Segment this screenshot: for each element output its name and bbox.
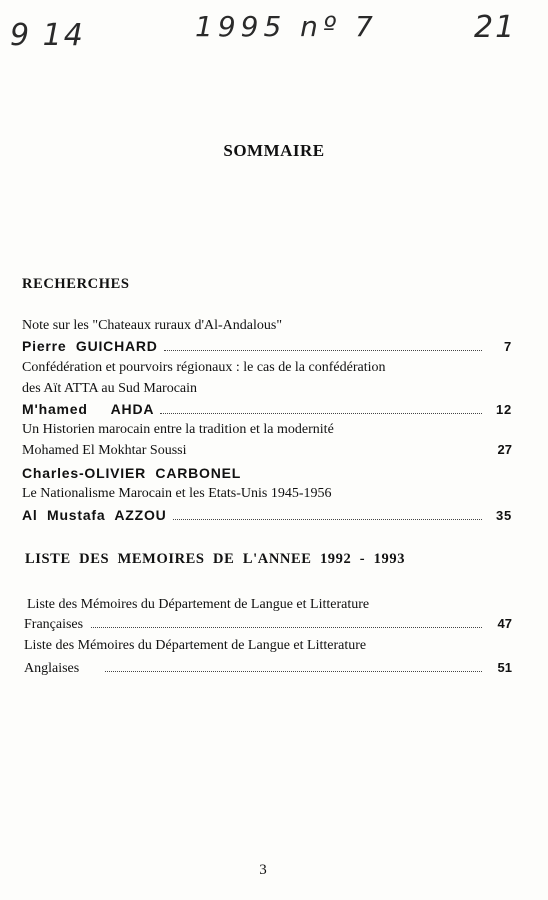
dot-leader xyxy=(195,453,483,454)
page-number: 7 xyxy=(503,339,512,354)
page-title: SOMMAIRE xyxy=(223,141,325,160)
entry-title: Anglaises xyxy=(24,661,80,676)
page-number: 47 xyxy=(497,616,512,631)
toc-entry[interactable] xyxy=(24,660,512,677)
page-number: 27 xyxy=(497,442,512,457)
toc-entry-author[interactable] xyxy=(22,442,512,459)
handwritten-shelf-mark: 9 14 xyxy=(10,18,85,53)
author-name: Al Mustafa AZZOU xyxy=(22,507,167,523)
entry-title: des Aït ATTA au Sud Marocain xyxy=(22,381,198,396)
dot-leader xyxy=(91,626,482,628)
toc-entry-author[interactable] xyxy=(22,401,512,417)
author-name: M'hamed AHDA xyxy=(22,401,155,417)
entry-title: Confédération et pourvoirs régionaux : le cas de la confédération xyxy=(22,360,386,375)
page-folio: 3 xyxy=(259,862,267,878)
page-number: 12 xyxy=(495,402,512,417)
toc-entry-author[interactable] xyxy=(22,465,512,481)
dot-leader xyxy=(105,670,482,672)
handwritten-number: 21 xyxy=(474,10,517,45)
toc-entry-author[interactable] xyxy=(22,338,512,354)
dot-leader xyxy=(173,518,482,520)
section-heading-recherches: RECHERCHES xyxy=(22,276,130,292)
dot-leader xyxy=(160,412,482,414)
author-name: Mohamed El Mokhtar Soussi xyxy=(22,443,187,458)
page-number: 35 xyxy=(495,508,512,523)
entry-title: Liste des Mémoires du Département de Langue et Litterature xyxy=(24,638,367,653)
author-name: Pierre GUICHARD xyxy=(22,338,158,354)
dot-leader xyxy=(164,349,482,351)
entry-title: Françaises xyxy=(24,617,84,632)
entry-title: Note sur les "Chateaux ruraux d'Al-Andalous" xyxy=(22,318,283,333)
entry-title: Liste des Mémoires du Département de Langue et Litterature xyxy=(27,597,370,612)
handwritten-issue-note: 1995 nº 7 xyxy=(195,10,378,43)
entry-title: Le Nationalisme Marocain et les Etats-Unis 1945-1956 xyxy=(22,486,332,501)
toc-entry-author[interactable] xyxy=(22,507,512,523)
entry-title: Un Historien marocain entre la tradition et la modernité xyxy=(22,422,334,437)
page-number: 51 xyxy=(497,660,512,675)
author-name: Charles-OLIVIER CARBONEL xyxy=(22,465,242,481)
section-heading-memoires: LISTE DES MEMOIRES DE L'ANNEE 1992 - 1993 xyxy=(25,551,406,567)
toc-entry[interactable] xyxy=(24,616,512,633)
